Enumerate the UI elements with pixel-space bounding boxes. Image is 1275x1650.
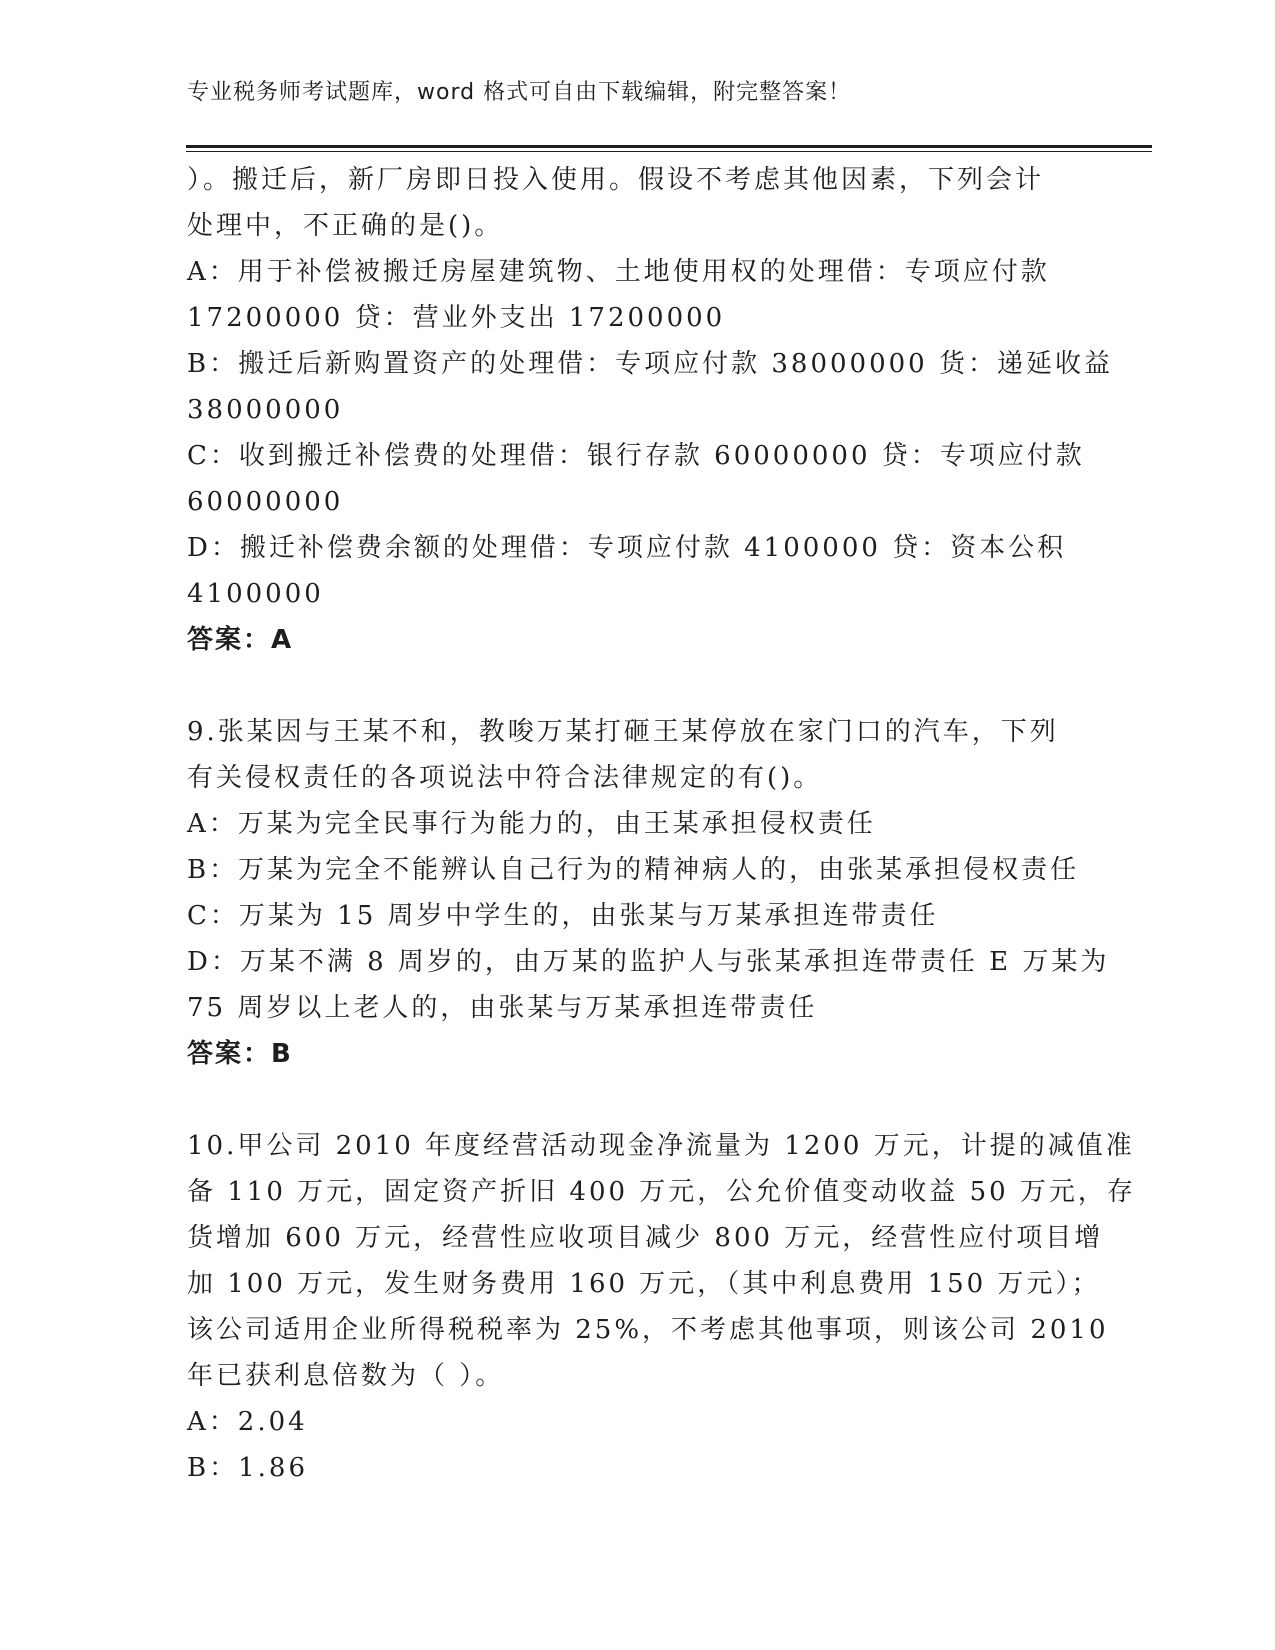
q9-option-c: C：万某为 15 周岁中学生的，由张某与万某承担连带责任 xyxy=(187,901,939,931)
q8-option-a: A：用于补偿被搬迁房屋建筑物、土地使用权的处理借：专项应付款 xyxy=(187,257,1050,287)
question-content xyxy=(187,157,1136,1491)
q10-option-b: B：1.86 xyxy=(187,1453,308,1483)
q10-stem-line: 10.甲公司 2010 年度经营活动现金净流量为 1200 万元，计提的减值准 xyxy=(187,1131,1135,1161)
q8-option-c: C：收到搬迁补偿费的处理借：银行存款 60000000 贷：专项应付款 xyxy=(187,441,1085,471)
question-spacer xyxy=(187,1077,1087,1123)
q8-option-b: B：搬迁后新购置资产的处理借：专项应付款 38000000 货：递延收益 xyxy=(187,349,1113,379)
q9-option-d-cont: 75 周岁以上老人的，由张某与万某承担连带责任 xyxy=(187,993,818,1023)
q10-stem-line: 备 110 万元，固定资产折旧 400 万元，公允价值变动收益 50 万元，存 xyxy=(187,1177,1136,1207)
q8-option-a-cont: 17200000 贷：营业外支出 17200000 xyxy=(187,303,726,333)
page-header: 专业税务师考试题库，word 格式可自由下载编辑，附完整答案！ xyxy=(187,80,852,105)
q10-option-a: A：2.04 xyxy=(187,1407,308,1437)
q10-stem-line: 该公司适用企业所得税税率为 25%，不考虑其他事项，则该公司 2010 xyxy=(187,1315,1109,1345)
q9-option-b: B：万某为完全不能辨认自己行为的精神病人的，由张某承担侵权责任 xyxy=(187,855,1080,885)
q9-stem-line: 有关侵权责任的各项说法中符合法律规定的有()。 xyxy=(187,763,823,793)
q8-option-b-cont: 38000000 xyxy=(187,395,344,425)
q9-option-a: A：万某为完全民事行为能力的，由王某承担侵权责任 xyxy=(187,809,876,839)
q8-stem-line: 处理中，不正确的是()。 xyxy=(187,211,504,241)
q8-stem-line: ）。搬迁后，新厂房即日投入使用。假设不考虑其他因素，下列会计 xyxy=(187,165,1045,195)
q9-option-d: D：万某不满 8 周岁的，由万某的监护人与张某承担连带责任 E 万某为 xyxy=(187,947,1110,977)
header-divider xyxy=(186,145,1152,148)
q8-option-d-cont: 4100000 xyxy=(187,579,324,609)
header-divider-thin xyxy=(186,151,1152,152)
q8-option-d: D：搬迁补偿费余额的处理借：专项应付款 4100000 贷：资本公积 xyxy=(187,533,1067,563)
q8-option-c-cont: 60000000 xyxy=(187,487,344,517)
q9-answer: 答案：B xyxy=(187,1039,293,1069)
q10-stem-line: 加 100 万元，发生财务费用 160 万元，（其中利息费用 150 万元）； xyxy=(187,1269,1101,1299)
q8-answer: 答案：A xyxy=(187,625,294,655)
q9-stem-line: 9.张某因与王某不和，教唆万某打砸王某停放在家门口的汽车，下列 xyxy=(187,717,1059,747)
q10-stem-line: 货增加 600 万元，经营性应收项目减少 800 万元，经营性应付项目增 xyxy=(187,1223,1104,1253)
question-spacer xyxy=(187,663,1087,709)
q10-stem-line: 年已获利息倍数为（ ）。 xyxy=(187,1361,505,1391)
